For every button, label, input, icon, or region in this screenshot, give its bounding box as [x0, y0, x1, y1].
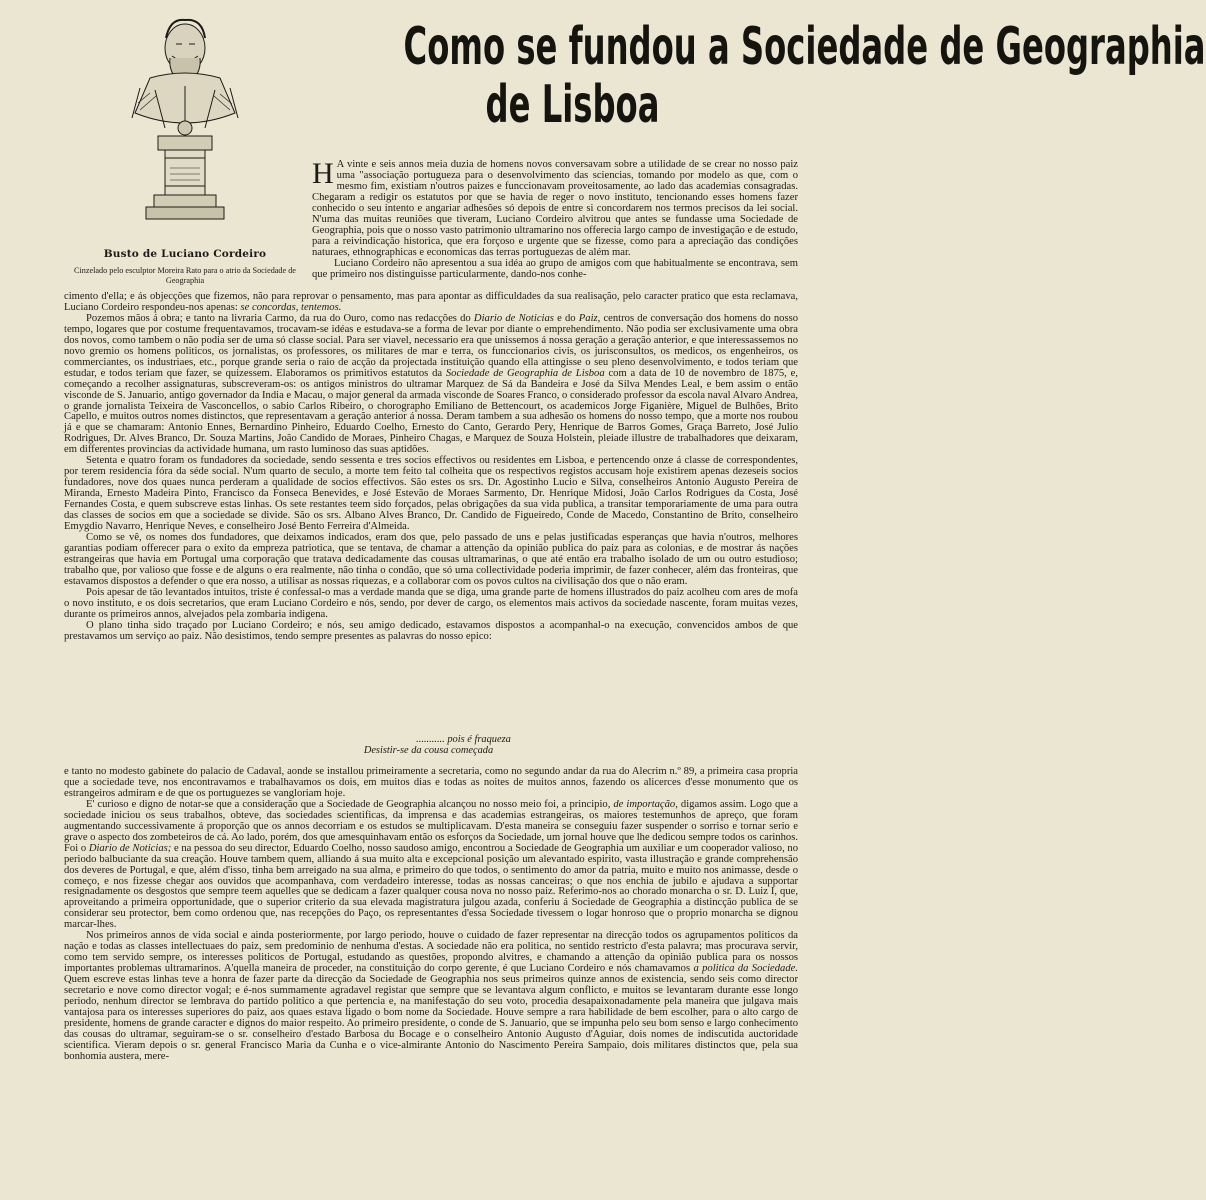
main-paragraph-4: Como se vê, os nomes dos fundadores, que deixamos indicados, eram dos que, pelo passado de uns e pelas justificadas esperanças que havia n'outros, melhores garantias podiam offerecer para o exito da empreza patriotica, que se tentava, de chamar a attenção da opinião publica do paiz para as colonias, e de mostrar ás nações estrangeiras que havia em Portugal uma corporação que tratava dedicadamente das cousas ultramarinas, o que até então era trabalho isolado de um ou outro estudioso; trabalho que, por valioso que fosse e de alguns o era realmente, não tinha o condão, que só uma collectividade poderia imprimir, de fazer conhecer, além das fronteiras, que estavamos dispostos a defender o que era nosso, a utilisar as nossas riquezas, e a collaborar com os povos cultos na civilisação dos que o não eram. [64, 531, 798, 587]
main-text [64, 292, 798, 643]
lower-text [64, 767, 798, 1063]
intro-paragraph-1: H A vinte e seis annos meia duzia de homens novos conversavam sobre a utilidade de se crear no nosso paiz uma "associação portugueza para o desenvolvimento das sciencias, tomando por modelo as que, com o mesmo fim, existiam n'outros paizes e funccionavam proveitosamente, ao lado das academias consagradas. Chegaram a redigir os estatutos por que se havia de reger o novo instituto, tencionando esses homens fazer conhecido o seu intento e angariar adhesões só depois de entre si concordarem nos termos precisos da lei social. N'uma das muitas reuniões que tiveram, Luciano Cordeiro alvitrou que antes se fundasse uma Sociedade de Geographia, pois que o nosso vasto patrimonio ultramarino nos offerecia largo campo de investigação e de estudo, para a reivindicação historica, que era forçoso e urgente que se fizesse, como para a apreciação das condições naturaes, ethnographicas e economicas das terras portuguezas de além mar. [312, 157, 798, 258]
figure-title: Busto de Luciano Cordeiro [103, 248, 267, 260]
headline-line-2: de Lisboa [485, 75, 660, 135]
lower-paragraph-2: E' curioso e digno de notar-se que a consideração que a Sociedade de Geographia alcançou no nosso meio foi, a principio, de importação, digamos assim. Logo que a sociedade iniciou os seus trabalhos, obteve, das sociedades scientificas, da imprensa e das academias estrangeiras, os maiores testemunhos de apreço, que foram augmentando successivamente á proporção que os annos decorriam e os estudos se multiplicavam. D'esta maneira se conseguiu fazer suspender o sorriso e tornar serio e grave o aspecto dos zombeteiros de cá. Ao lado, porém, dos que amesquinhavam então os esforços da Sociedade, um jornal houve que lhe dedicou sempre todos os carinhos. Foi o Diario de Noticias; e na pessoa do seu director, Eduardo Coelho, nosso saudoso amigo, encontrou a Sociedade de Geographia um auxiliar e um cooperador valioso, no periodo balbuciante da sua creação. Houve tambem quem, alliando á sua muito alta e excepcional posição um alevantado espirito, vasta illustração e grande comprehensão dos deveres de Portugal, e que, além d'isso, tinha bem arreigado na sua alma, e primeiro do que todos, o sentimento do amor da patria, muito e muito nos animasse, desde o começo, e nos fizesse chegar aos ouvidos que acompanhava, com verdadeiro interesse, todas as nossas canceiras; o que nos enchia de jubilo e ajudava a supportar resignadamente os desgostos que sempre teem aquelles que se dedicam a fazer qualquer cousa nova no nosso paiz. Referimo-nos ao chorado monarcha o sr. D. Luiz I, que, aproveitando a primeira opportunidade, que o superior criterio da sua elevada magistratura julgou azada, conferiu á Sociedade de Geographia a distincção publica de se considerar seu protector, bem como ordenou que, nas recepções do Paço, os representantes d'essa Sociedade tivessem o logar honroso que o proprio monarcha se dignou marcar-lhes. [64, 798, 798, 931]
lower-paragraph-3: Nos primeiros annos de vida social e ainda posteriormente, por largo periodo, houve o cuidado de fazer representar na direcção todos os agrupamentos politicos da nação e todas as classes intellectuaes do paiz, sem predominio de nenhuma d'estas. A sociedade não era politica, no sentido restricto d'esta palavra; mas procurava servir, como tem servido sempre, os interesses politicos de Portugal, estudando as questões, propondo alvitres, e chamando a attenção da opinião publica para os nossos importantes problemas ultramarinos. A'quella maneira de proceder, na constituição do corpo gerente, é que Luciano Cordeiro e nós chamavamos a politica da Sociedade. Quem escreve estas linhas teve a honra de fazer parte da direcção da Sociedade de Geographia nos seus primeiros quinze annos de existencia, sendo seis como director secretario e nove como director vogal; e é-nos summamente agradavel registar que sempre que se levantava algum conflicto, e muitos se levantaram durante esse longo periodo, nenhum director se lembrava do partido politico a que pertencia e, na manifestação do seu voto, procedia desapaixonadamente pela maneira que julgava mais vantajosa para os interesses superiores do paiz, aos quaes estava ligado o bom nome da Sociedade. Houve sempre a rara habilidade de bem escolher, para o alto cargo de presidente, homens de grande caracter e dignos do maior respeito. Ao primeiro presidente, o conde de S. Januario, que se impunha pelo seu bom senso e largo conhecimento das cousas do ultramar, seguiram-se o sr. conselheiro d'estado Barbosa du Bocage e o conselheiro Antonio Augusto d'Aguiar, dois nomes de indiscutida auctoridade scientifica. Vieram depois o sr. general Francisco Maria da Cunha e o vice-almirante Antonio do Nascimento Pereira Sampaio, dois militares distinctos que, pela sua bonhomia austera, mere- [64, 930, 798, 1062]
headline [300, 17, 1206, 138]
main-paragraph-3: Setenta e quatro foram os fundadores da sociedade, sendo sessenta e tres socios effectivos ou residentes em Lisboa, e pertencendo onze á classe de correspondentes, por terem residencia fóra da séde social. N'um quarto de seculo, a morte tem feito tal colheita que os respectivos registos accusam hoje existirem apenas dezeseis socios fundadores, nove dos quaes nunca perderam a qualidade de socios effectivos. São estes os srs. Dr. Agostinho Lucio e Silva, conselheiros Antonio Augusto Pereira de Miranda, Ernesto Madeira Pinto, Francisco da Fonseca Benevides, e José Estevão de Moraes Sarmento, Dr. Henrique Midosi, João Carlos Rodrigues da Costa, José Fernandes Costa, e quem subscreve estas linhas. Os sete restantes teem sido forçados, pelas obrigações da sua vida publica, a transitar temporariamente de uma para outra das classes de socios em que a sociedade se divide. São os srs. Albano Alves Branco, Dr. Candido de Figueiredo, Conde de Macedo, Constantino de Brito, conselheiro Emygdio Navarro, Henrique Neves, e conselheiro José Bento Ferreira d'Almeida. [64, 455, 798, 533]
figure-caption [70, 248, 300, 285]
headline-line-1: Como se fundou a Sociedade de Geographia [403, 17, 1206, 77]
lower-paragraph-1: e tanto no modesto gabinete do palacio de Cadaval, aonde se installou primeiramente a secretaria, como no segundo andar da rua do Alecrim n.º 89, a primeira casa propria que a sociedade teve, nos encontravamos e trabalhavamos os dois, em muitos dias e todas as noites de muitos annos, fazendo os alicerces d'esse monumento que os estrangeiros admiram e de que os portuguezes se vangloriam hoje. [64, 766, 798, 799]
main-paragraph-1: cimento d'ella; e ás objecções que fizemos, não para reprovar o pensamento, mas para apontar as difficuldades da sua realisação, pelo caracter pratico que esta reclamava, Luciano Cordeiro respondeu-nos apenas: se concordas, tentemos. [64, 291, 798, 313]
figure-credit: Cinzelado pelo esculptor Moreira Rato para o atrio da Sociedade de Geographia [74, 266, 296, 285]
main-paragraph-2: Pozemos mãos á obra; e tanto na livraria Carmo, da rua do Ouro, como nas redacções do Diario de Noticias e do Paiz, centros de conversação dos homens do nosso tempo, logares que por costume frequentavamos, trocavam-se idéas e estudava-se a forma de levar por diante o emprehendimento. Não podia ser exclusivamente uma obra dos novos, como tambem o não podia ser de uma só classe social. Para ser viavel, necessario era que unissemos á nossa geração a geração anterior, e que interessassemos no novo gremio os homens politicos, os jornalistas, os professores, os militares de mar e terra, os funccionarios civis, os jurisconsultos, os medicos, os engenheiros, os commerciantes, os industriaes, etc., porque grande seria o raio de acção da projectada instituição quando ella attingisse o seu pleno desenvolvimento, e todos teriam que estudar, e todos teriam que fazer, se quizessem. Elaboramos os primitivos estatutos da Sociedade de Geographia de Lisboa com a data de 10 de novembro de 1875, e, começando a recolher assignaturas, subscreveram-os: os antigos ministros do ultramar Marquez de Sá da Bandeira e José da Silva Mendes Leal, e bem assim o então visconde de S. Januario, antigo governador da India e Macau, o major general da armada visconde de Soares Franco, o considerado professor da escola naval Alvaro Andrea, o grande jornalista Teixeira de Vasconcellos, o sabio Carlos Ribeiro, o chorographo Emiliano de Bettencourt, os academicos Jorge Figanière, Miguel de Bulhões, Brito Capello, e muitos outros nomes distinctos, que representavam a geração anterior á nossa. Deram tambem a sua adhesão os homens do nosso tempo, que a morte nos roubou já e que se chamaram: Antonio Ennes, Bernardino Pinheiro, Eduardo Coelho, Ernesto do Canto, Gerardo Pery, Henrique de Barros Gomes, Graça Barreto, José Julio Rodrigues, Dr. Alves Branco, Dr. Souza Martins, João Candido de Moraes, Pinheiro Chagas, e Marquez de Souza Holstein, pleiade illustre de trabalhadores que deixaram, em differentes provincias da actividade humana, um rasto luminoso das suas aptidões. [64, 312, 798, 456]
main-paragraph-6: O plano tinha sido traçado por Luciano Cordeiro; e nós, seu amigo dedicado, estavamos dispostos a acompanhal-o na execução, convencidos ambos de que prestavamos um serviço ao paiz. Não desistimos, tendo sempre presentes as palavras do nosso epico: [64, 619, 798, 642]
quote-line-2: Desistir-se da cousa começada [363, 745, 494, 756]
epic-quote [0, 734, 857, 756]
intro-paragraph-2: Luciano Cordeiro não apresentou a sua idéa ao grupo de amigos com que habitualmente se encontrava, sem que primeiro nos distinguisse particularmente, dando-nos conhe- [312, 257, 798, 280]
quote-line-1: ........... pois é fraqueza [416, 734, 511, 745]
drop-cap: H [312, 157, 334, 190]
intro-text [312, 157, 798, 280]
main-paragraph-5: Pois apesar de tão levantados intuitos, triste é confessal-o mas a verdade manda que se diga, uma grande parte de homens illustrados do paiz acolheu com ares de mofa o novo instituto, e os dois secretarios, que eram Luciano Cordeiro e nós, sendo, por dever de cargo, os elementos mais activos da sociedade nascente, foram muitas vezes, durante os primeiros annos, alvejados pela zombaria indigena. [64, 586, 798, 620]
bust-illustration [110, 8, 260, 246]
